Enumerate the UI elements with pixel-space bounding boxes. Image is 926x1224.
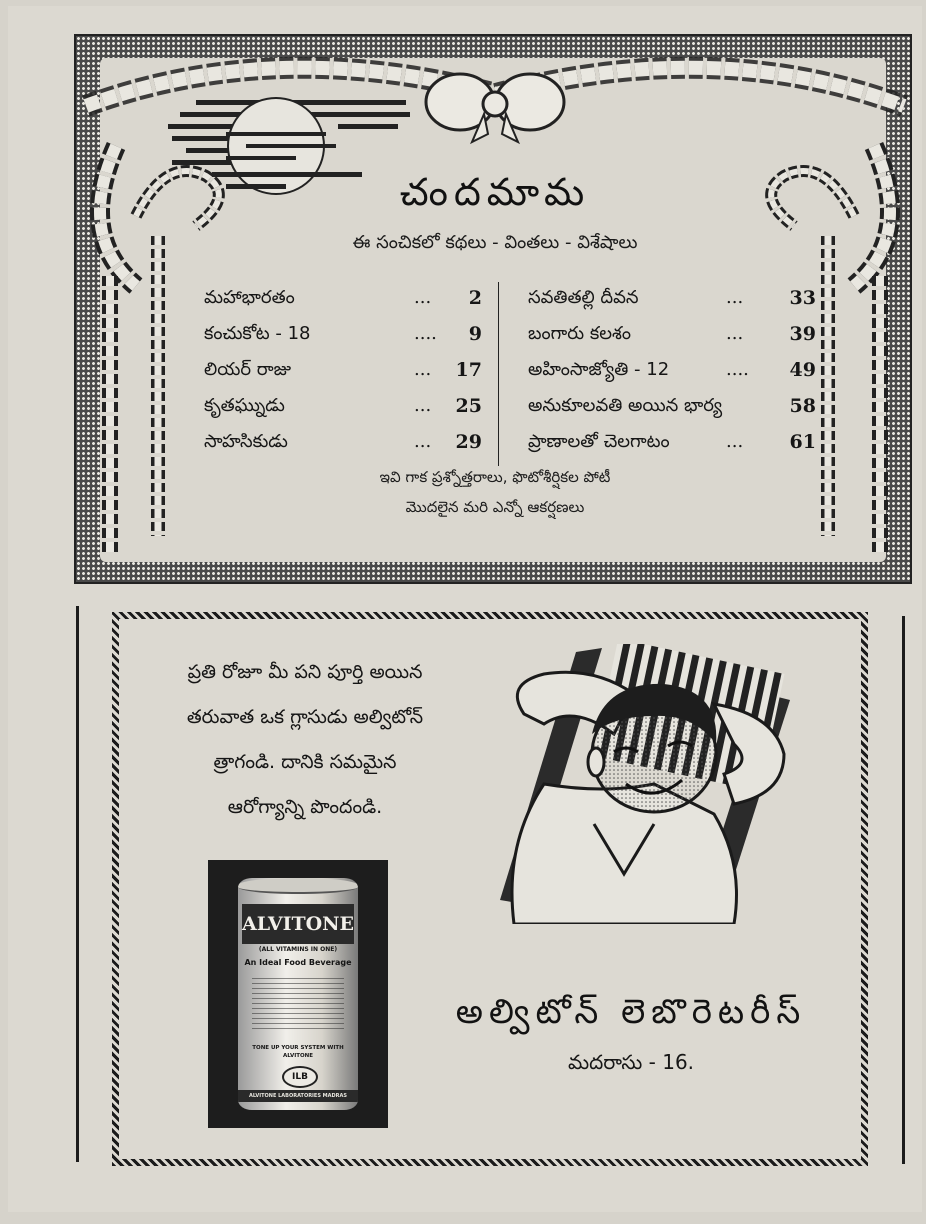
extras-note-line1: ఇవి గాక ప్రశ్నోత్తరాలు, ఫొటోశీర్షికల పోటీ (379, 468, 611, 486)
toc-row (194, 316, 494, 352)
company-name: అల్విటోన్ లెబొరెటరీస్ (455, 992, 807, 1032)
can-tagline: An Ideal Food Beverage (244, 958, 352, 967)
toc-title: కృతఘ్నుడు (204, 395, 285, 416)
toc-leader: ... (726, 287, 744, 308)
contents-subtitle: ఈ సంచికలో కథలు - వింతలు - విశేషాలు (352, 232, 638, 253)
toc-title: కంచుకోట - 18 (204, 323, 311, 344)
ad-copy (140, 650, 470, 830)
toc-title: అహింసాజ్యోతి - 12 (528, 359, 670, 380)
toc-row (194, 280, 494, 316)
extras-note-line2: మొదలైన మరి ఎన్నో ఆకర్షణలు (405, 498, 585, 516)
can-lid (238, 878, 358, 894)
toc-page-number: 61 (789, 431, 816, 453)
toc-column-right (516, 280, 816, 460)
toc-page-number: 39 (789, 323, 816, 345)
toc-title: లియర్ రాజు (204, 359, 292, 380)
toc-row (516, 316, 816, 352)
toc-row (516, 352, 816, 388)
toc-title: అనుకూలవతి అయిన భార్య (528, 395, 723, 416)
toc-row (516, 280, 816, 316)
can-vitamins-label: (ALL VITAMINS IN ONE) (258, 946, 338, 953)
toc-column-left (194, 280, 494, 460)
toc-row (194, 424, 494, 460)
ad-copy-line: ఆరోగ్యాన్ని పొందండి. (227, 796, 383, 818)
toc-title: ప్రాణాలతో చెలగాటం (528, 431, 670, 452)
toc-page-number: 29 (455, 431, 482, 453)
ad-copy-line: తరువాత ఒక గ్లాసుడు అల్విటోన్ (186, 706, 424, 728)
relaxing-man-illustration (484, 644, 814, 924)
toc-page-number: 2 (468, 287, 482, 309)
contents-box (74, 34, 912, 584)
toc-title: సాహసికుడు (204, 431, 288, 452)
toc-leader: ... (414, 395, 432, 416)
toc-leader: ... (726, 323, 744, 344)
alvitone-can (238, 878, 358, 1110)
ad-copy-line: ప్రతి రోజూ మీ పని పూర్తి అయిన (187, 661, 423, 683)
toc-title: మహాభారతం (204, 287, 295, 308)
can-footer-label: ALVITONE LABORATORIES MADRAS (238, 1090, 358, 1102)
toc-page-number: 17 (455, 359, 482, 381)
toc-page-number: 25 (455, 395, 482, 417)
toc-row (194, 388, 494, 424)
toc-leader: ... (726, 431, 744, 452)
toc-page-number: 9 (468, 323, 482, 345)
company-city: మదరాసు - 16. (567, 1050, 695, 1074)
toc-title: సవతితల్లి దీవన (528, 287, 639, 308)
toc-divider (498, 282, 499, 466)
toc-row (194, 352, 494, 388)
toc-page-number: 58 (789, 395, 816, 417)
toc-leader: ... (414, 431, 432, 452)
toc-row (516, 424, 816, 460)
toc-leader: ... (414, 359, 432, 380)
right-rule (902, 616, 905, 1164)
can-fine-print (252, 978, 344, 1032)
toc-page-number: 49 (789, 359, 816, 381)
left-rule (76, 606, 79, 1162)
can-brand-label: ALVITONE (242, 904, 354, 944)
can-tone-up-label: TONE UP YOUR SYSTEM WITH ALVITONE (252, 1045, 344, 1059)
magazine-masthead: చందమామ (399, 170, 591, 214)
toc-page-number: 33 (789, 287, 816, 309)
can-logo: ILB (282, 1066, 318, 1088)
toc-row (516, 388, 816, 424)
toc-leader: .... (414, 323, 437, 344)
ad-copy-line: త్రాగండి. దానికి సమమైన (213, 751, 397, 773)
toc-leader: .... (726, 359, 749, 380)
toc-leader: ... (414, 287, 432, 308)
toc-title: బంగారు కలశం (528, 323, 632, 344)
